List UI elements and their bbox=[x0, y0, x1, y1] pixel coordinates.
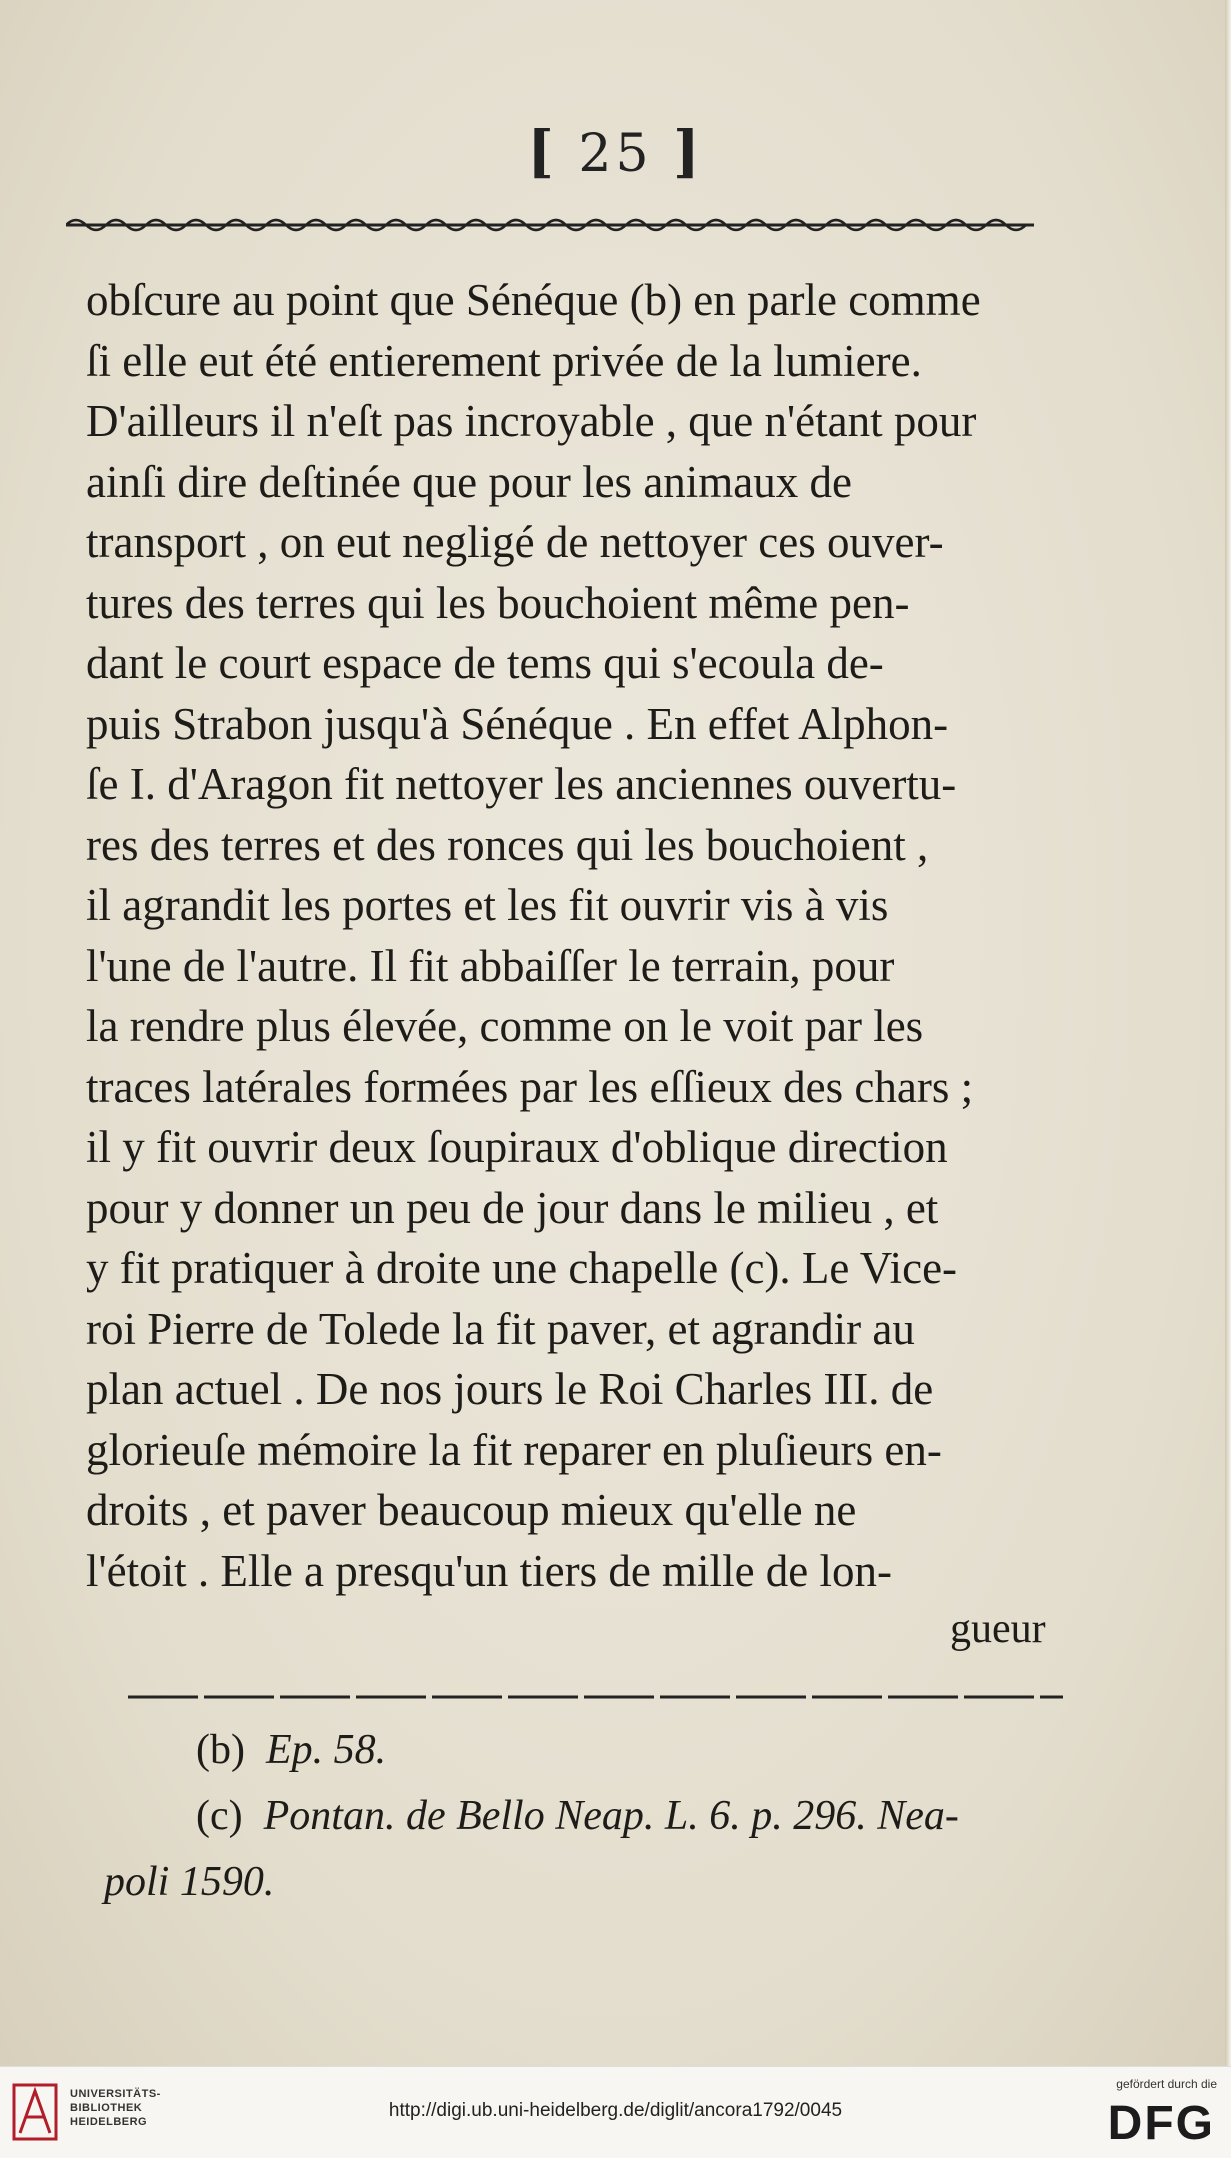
text-line: y fit pratiquer à droite une chapelle (c). Le Vice- bbox=[86, 1243, 958, 1293]
footnote-c-continuation: poli 1590. bbox=[104, 1859, 275, 1905]
library-name: UNIVERSITÄTS- BIBLIOTHEK HEIDELBERG bbox=[70, 2088, 161, 2128]
text-line: D'ailleurs il n'eſt pas incroyable , que n'étant pour bbox=[86, 396, 977, 446]
body-text bbox=[86, 270, 1064, 1601]
ornamental-rule bbox=[66, 212, 1034, 238]
footnote-b bbox=[196, 1726, 386, 1774]
page-edge bbox=[1225, 0, 1231, 2066]
footnote-c bbox=[196, 1792, 959, 1840]
text-line: glorieuſe mémoire la fit reparer en pluſieurs en- bbox=[86, 1424, 942, 1475]
text-line: ſi elle eut été entierement privée de la lumiere. bbox=[86, 335, 922, 386]
page-number: 25 bbox=[578, 124, 653, 184]
text-line: dant le court espace de tems qui s'ecoula de- bbox=[86, 638, 884, 688]
text-line: puis Strabon jusqu'à Sénéque . En effet Alphon- bbox=[86, 698, 949, 749]
text-line: il y fit ouvrir deux ſoupiraux d'oblique direction bbox=[86, 1122, 948, 1172]
text-line: traces latérales formées par les eſſieux des chars ; bbox=[86, 1061, 974, 1112]
footnote-rule bbox=[128, 1693, 1063, 1701]
text-line: l'étoit . Elle a presqu'un tiers de mille de lon- bbox=[86, 1545, 893, 1596]
text-line: l'une de l'autre. Il fit abbaiſſer le terrain, pour bbox=[86, 940, 895, 991]
text-line: pour y donner un peu de jour dans le milieu , et bbox=[86, 1182, 939, 1233]
footnote-b-mark: (b) bbox=[196, 1727, 245, 1773]
text-line: plan actuel . De nos jours le Roi Charles III. de bbox=[86, 1364, 934, 1414]
text-line: ainſi dire deſtinée que pour les animaux de bbox=[86, 456, 852, 507]
text-line: obſcure au point que Sénéque (b) en parle comme bbox=[86, 275, 981, 325]
permalink-url[interactable]: http://digi.ub.uni-heidelberg.de/diglit/ancora1792/0045 bbox=[388, 2100, 843, 2121]
text-line: roi Pierre de Tolede la fit paver, et agrandir au bbox=[86, 1303, 915, 1354]
footnote-b-text: Ep. 58. bbox=[265, 1727, 387, 1773]
page-header bbox=[0, 112, 1231, 192]
text-line: ſe I. d'Aragon fit nettoyer les anciennes ouvertu- bbox=[86, 759, 957, 809]
text-line: la rendre plus élevée, comme on le voit par les bbox=[86, 1001, 924, 1051]
dfg-logo[interactable]: DFG bbox=[1107, 2097, 1215, 2150]
text-line: tures des terres qui les bouchoient même pen- bbox=[86, 577, 910, 628]
text-line: res des terres et des ronces qui les bouchoient , bbox=[86, 819, 929, 870]
footnote-c-mark: (c) bbox=[196, 1793, 243, 1839]
right-bracket-ornament: ] bbox=[673, 119, 704, 185]
catchword: gueur bbox=[950, 1606, 1046, 1652]
funding-note: gefördert durch die bbox=[1116, 2077, 1217, 2091]
left-bracket-ornament: [ bbox=[527, 119, 558, 185]
footnote-c-text: Pontan. de Bello Neap. L. 6. p. 296. Nea- bbox=[263, 1793, 959, 1839]
text-line: transport , on eut negligé de nettoyer ces ouver- bbox=[86, 517, 944, 567]
viewer-footer bbox=[0, 2066, 1231, 2158]
text-line: il agrandit les portes et les fit ouvrir vis à vis bbox=[86, 880, 889, 930]
text-line: droits , et paver beaucoup mieux qu'elle ne bbox=[86, 1485, 857, 1535]
